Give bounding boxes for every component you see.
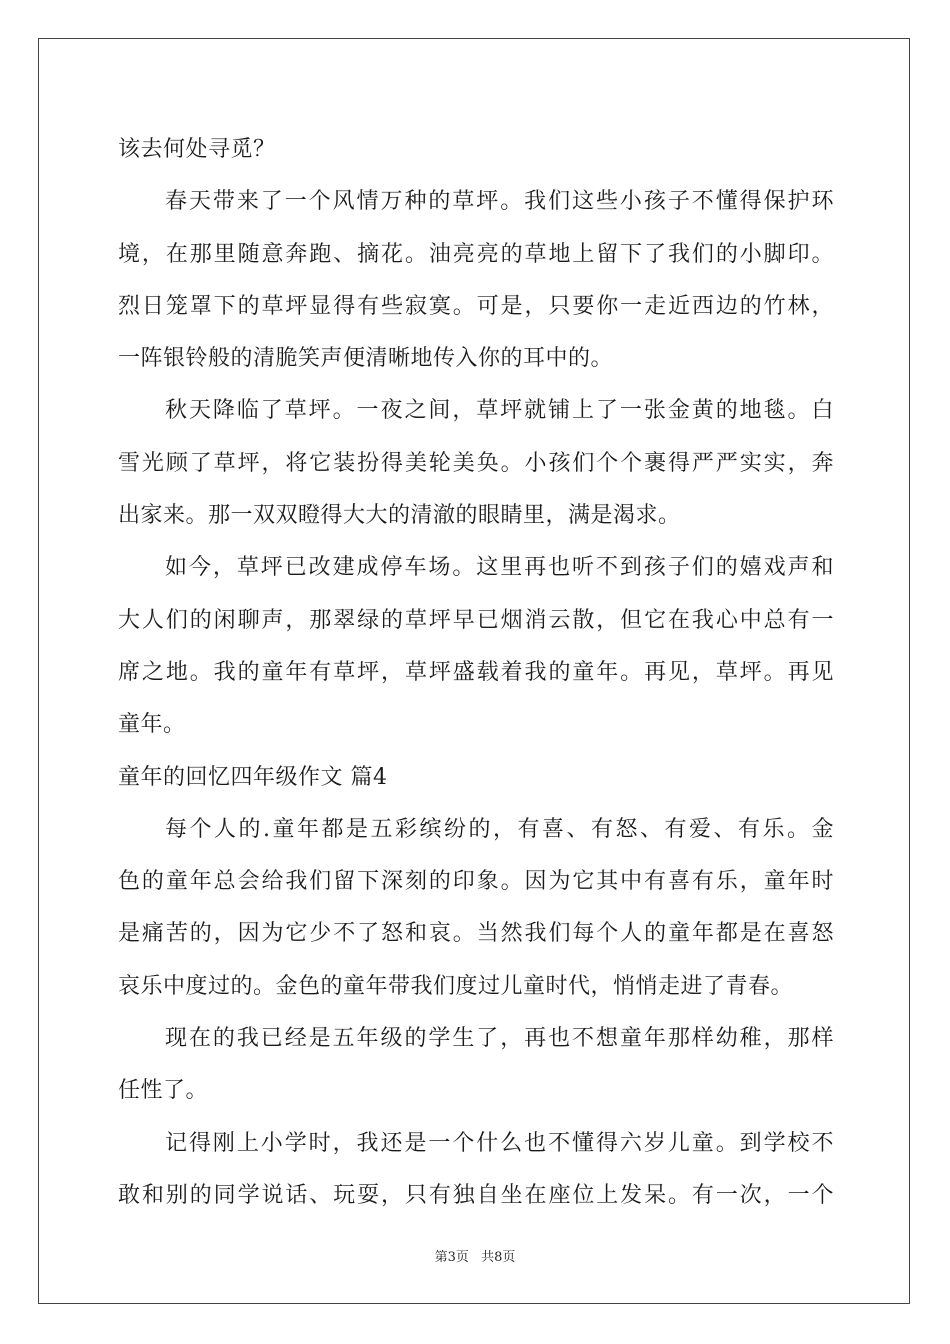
text-line: 秋天降临了草坪。一夜之间，草坪就铺上了一张金黄的地毯。白 bbox=[165, 398, 834, 424]
text-line: 烈日笼罩下的草坪显得有些寂寞。可是，只要你一走近西边的竹林， bbox=[118, 293, 834, 319]
section-heading: 童年的回忆四年级作文 篇4 bbox=[118, 764, 388, 790]
text-line: 哀乐中度过的。金色的童年带我们度过儿童时代，悄悄走进了青春。 bbox=[118, 973, 794, 999]
text-line: 境，在那里随意奔跑、摘花。油亮亮的草地上留下了我们的小脚印。 bbox=[118, 241, 834, 267]
page-footer bbox=[0, 1246, 950, 1265]
text-line: 敢和别的同学说话、玩耍，只有独自坐在座位上发呆。有一次，一个 bbox=[118, 1182, 834, 1208]
text-line: 任性了。 bbox=[118, 1078, 209, 1104]
text-line: 雪光顾了草坪，将它装扮得美轮美奂。小孩们个个裹得严严实实，奔 bbox=[118, 450, 834, 476]
page-number: 第3页 bbox=[434, 1250, 469, 1265]
text-line: 如今，草坪已改建成停车场。这里再也听不到孩子们的嬉戏声和 bbox=[165, 555, 834, 581]
text-line: 每个人的.童年都是五彩缤纷的，有喜、有怒、有爱、有乐。金 bbox=[165, 816, 834, 842]
text-line: 色的童年总会给我们留下深刻的印象。因为它其中有喜有乐，童年时 bbox=[118, 869, 834, 895]
text-line: 大人们的闲聊声，那翠绿的草坪早已烟消云散，但它在我心中总有一 bbox=[118, 607, 834, 633]
text-line: 该去何处寻觅？ bbox=[118, 137, 276, 162]
text-line: 童年。 bbox=[118, 712, 186, 738]
text-line: 出家来。那一双双瞪得大大的清澈的眼睛里，满是渴求。 bbox=[118, 503, 681, 529]
text-line: 是痛苦的，因为它少不了怒和哀。当然我们每个人的童年都是在喜怒 bbox=[118, 921, 834, 947]
text-line: 一阵银铃般的清脆笑声便清晰地传入你的耳中的。 bbox=[118, 346, 614, 372]
text-line: 现在的我已经是五年级的学生了，再也不想童年那样幼稚，那样 bbox=[165, 1026, 834, 1052]
text-line: 席之地。我的童年有草坪，草坪盛载着我的童年。再见，草坪。再见 bbox=[118, 659, 834, 685]
page-total: 共8页 bbox=[481, 1250, 516, 1265]
document-body bbox=[118, 124, 834, 1222]
text-line: 春天带来了一个风情万种的草坪。我们这些小孩子不懂得保护环 bbox=[165, 189, 834, 215]
text-line: 记得刚上小学时，我还是一个什么也不懂得六岁儿童。到学校不 bbox=[165, 1130, 834, 1156]
